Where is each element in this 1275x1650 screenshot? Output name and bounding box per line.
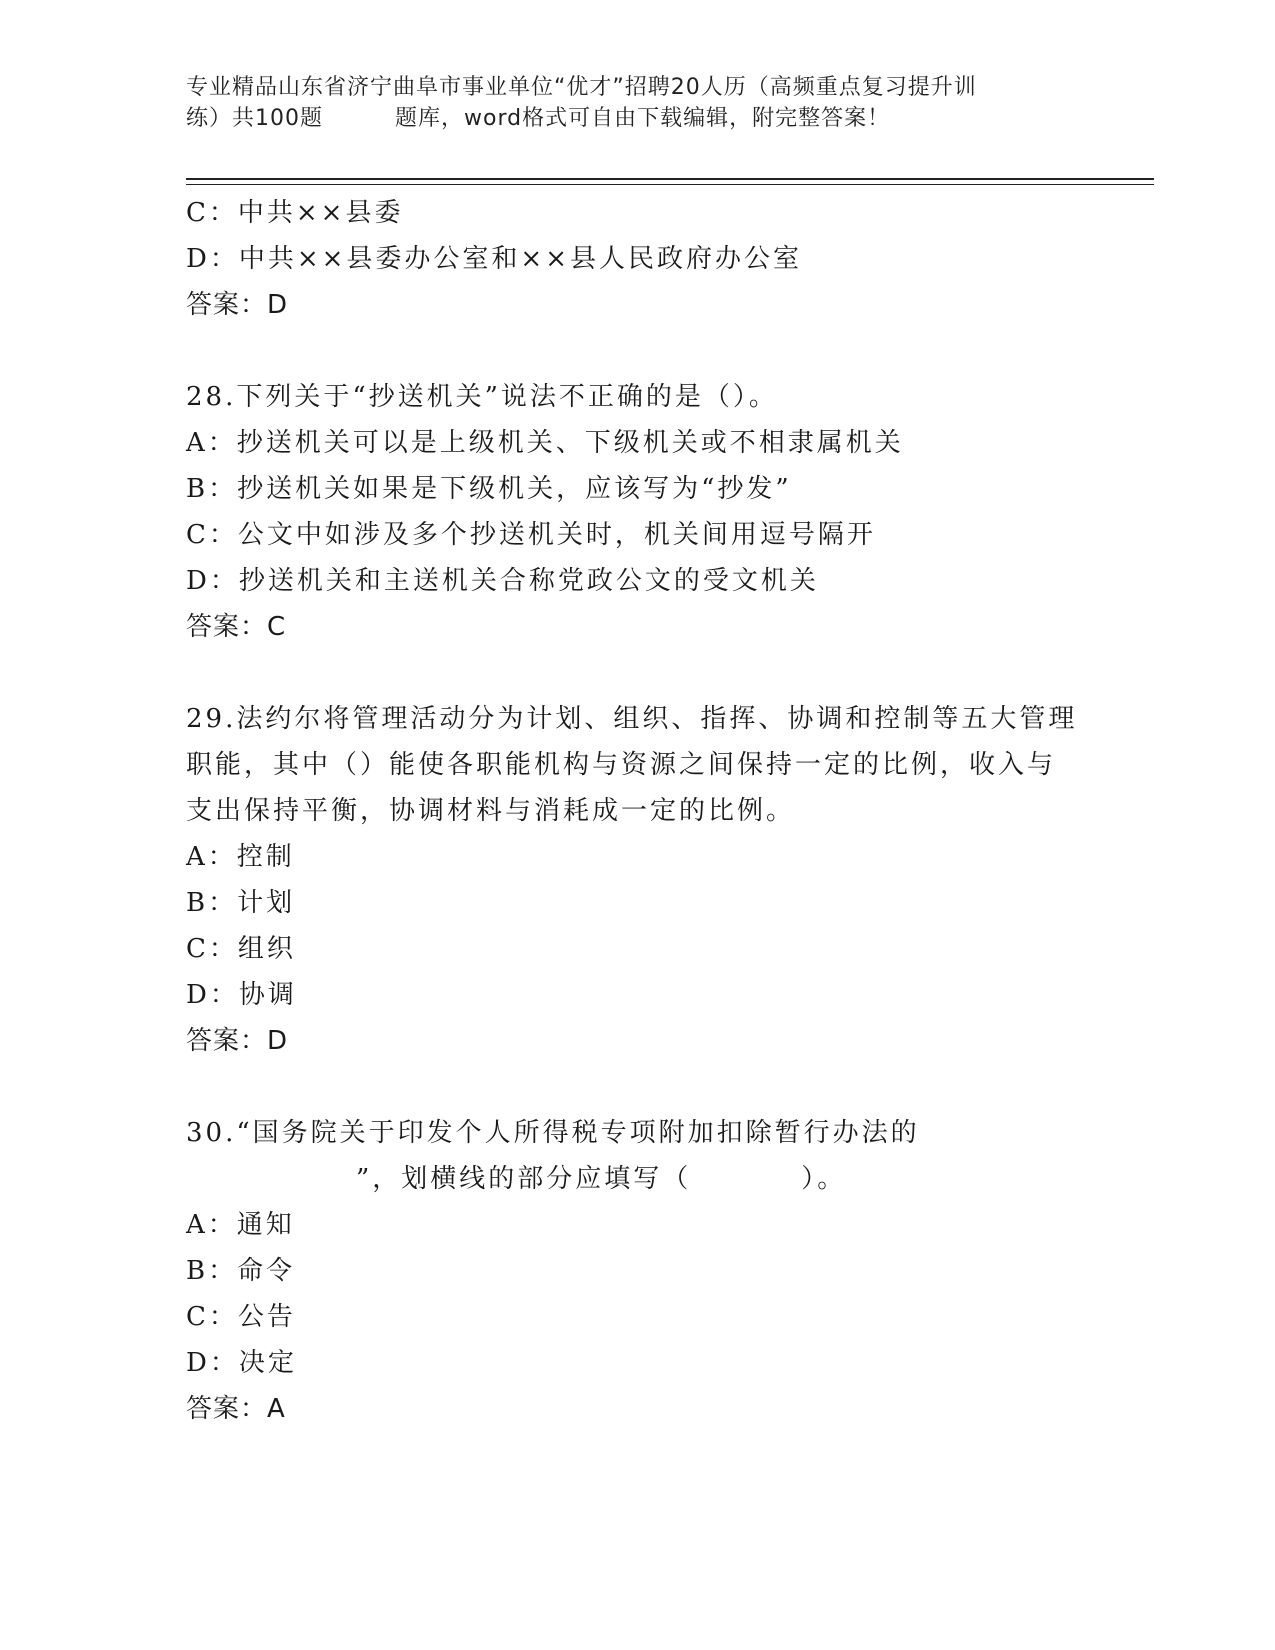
q29-option-d: D：协调 xyxy=(186,980,297,1010)
q29-option-c: C：组织 xyxy=(186,934,296,964)
header-line-2-part-1: 练）共100题 xyxy=(186,106,323,131)
header-divider-thin xyxy=(186,184,1154,185)
document-body xyxy=(186,190,1086,1432)
q29-question-line-3: 支出保持平衡，协调材料与消耗成一定的比例。 xyxy=(186,796,796,826)
q30-question-line-2-part-1: ”，划横线的部分应填写（ xyxy=(356,1164,692,1194)
q30-option-d: D：决定 xyxy=(186,1348,297,1378)
question-28-block xyxy=(186,374,1086,650)
q29-option-a: A：控制 xyxy=(186,842,295,872)
q30-answer: 答案：A xyxy=(186,1394,286,1424)
header-divider-thick xyxy=(186,178,1154,180)
q30-option-b: B：命令 xyxy=(186,1256,296,1286)
q28-option-b: B：抄送机关如果是下级机关，应该写为“抄发” xyxy=(186,474,792,504)
question-27-block xyxy=(186,190,1086,328)
q30-option-c: C：公告 xyxy=(186,1302,296,1332)
q28-question: 28.下列关于“抄送机关”说法不正确的是（）。 xyxy=(186,382,778,412)
q29-answer: 答案：D xyxy=(186,1026,289,1056)
q27-answer: 答案：D xyxy=(186,290,289,320)
q30-question-line-1: 30.“国务院关于印发个人所得税专项附加扣除暂行办法的 xyxy=(186,1118,920,1148)
spacer xyxy=(186,1064,1086,1110)
q30-option-a: A：通知 xyxy=(186,1210,295,1240)
q28-option-c: C：公文中如涉及多个抄送机关时，机关间用逗号隔开 xyxy=(186,520,876,550)
q27-option-c: C：中共××县委 xyxy=(186,198,404,228)
q30-question-line-2-part-2: ）。 xyxy=(801,1164,847,1194)
q29-question-line-2: 职能，其中（）能使各职能机构与资源之间保持一定的比例，收入与 xyxy=(186,750,1057,780)
q28-option-d: D：抄送机关和主送机关合称党政公文的受文机关 xyxy=(186,566,819,596)
q27-option-d: D：中共××县委办公室和××县人民政府办公室 xyxy=(186,244,802,274)
q30-question-line-2 xyxy=(186,1156,1086,1202)
q29-question-line-1: 29.法约尔将管理活动分为计划、组织、指挥、协调和控制等五大管理 xyxy=(186,704,1078,734)
spacer xyxy=(186,328,1086,374)
q28-option-a: A：抄送机关可以是上级机关、下级机关或不相隶属机关 xyxy=(186,428,904,458)
header-line-1: 专业精品山东省济宁曲阜市事业单位“优才”招聘20人历（高频重点复习提升训 xyxy=(186,75,977,100)
header-line-2 xyxy=(186,103,1086,134)
page-header xyxy=(186,72,1086,134)
q29-option-b: B：计划 xyxy=(186,888,296,918)
q28-answer: 答案：C xyxy=(186,612,287,642)
header-line-2-part-2: 题库，word格式可自由下载编辑，附完整答案！ xyxy=(395,106,891,131)
question-30-block xyxy=(186,1110,1086,1432)
question-29-block xyxy=(186,696,1086,1064)
spacer xyxy=(186,650,1086,696)
